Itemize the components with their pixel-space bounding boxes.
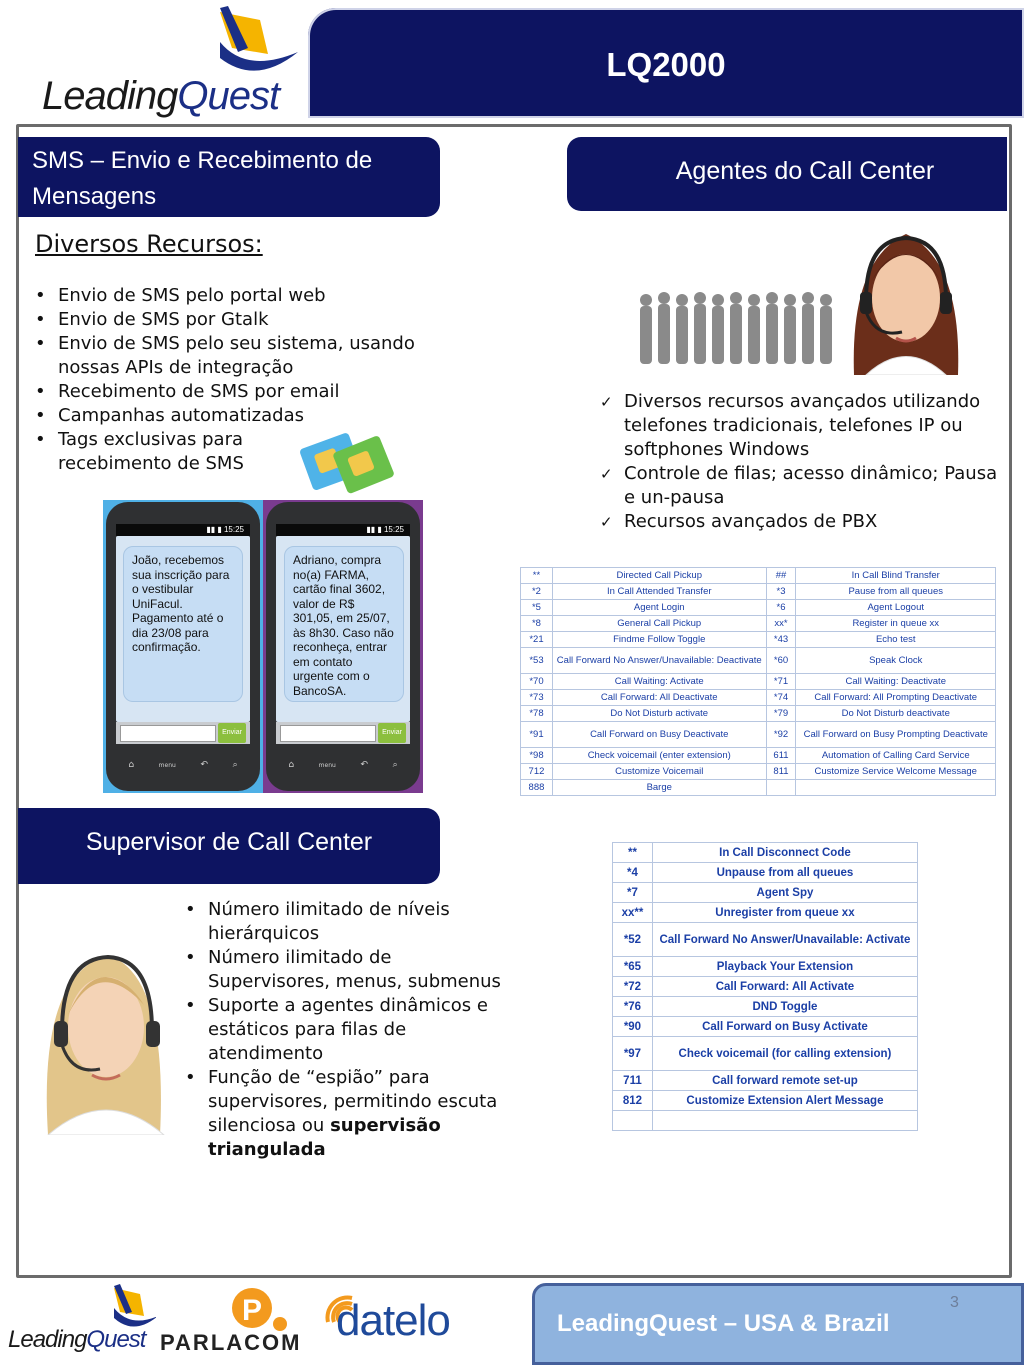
list-item: • Número ilimitado de Supervisores, menus, submenus bbox=[183, 946, 503, 994]
table-cell: Speak Clock bbox=[796, 648, 996, 674]
table-row bbox=[521, 722, 996, 748]
table-cell: 712 bbox=[521, 764, 553, 780]
logo-text-quest: Quest bbox=[177, 74, 280, 118]
phone-status-bar: ▮▮ ▮ 15:25 bbox=[116, 524, 250, 536]
list-item: ✓ Diversos recursos avançados utilizando telefones tradicionais, telefones IP ou softphones Windows bbox=[598, 390, 998, 462]
sms-compose-input[interactable] bbox=[120, 725, 216, 742]
table-row bbox=[521, 690, 996, 706]
parlacom-mark-icon bbox=[158, 1284, 310, 1336]
table-row bbox=[613, 863, 918, 883]
agents-feature-list bbox=[598, 390, 998, 534]
table-row bbox=[521, 616, 996, 632]
table-cell: *91 bbox=[521, 722, 553, 748]
table-cell: *73 bbox=[521, 690, 553, 706]
phone-mockup-2 bbox=[263, 500, 423, 793]
phone-mockup-1 bbox=[103, 500, 263, 793]
table-cell: Call Forward: All Deactivate bbox=[552, 690, 766, 706]
table-cell: In Call Attended Transfer bbox=[552, 584, 766, 600]
table-cell: *79 bbox=[766, 706, 796, 722]
table-cell bbox=[766, 780, 796, 796]
phone-screen bbox=[116, 536, 250, 722]
supervisor-section-tab bbox=[18, 808, 440, 884]
table-cell: *72 bbox=[613, 977, 653, 997]
table-cell: Pause from all queues bbox=[796, 584, 996, 600]
list-item: • Envio de SMS pelo portal web bbox=[33, 284, 473, 308]
table-cell: Agent Login bbox=[552, 600, 766, 616]
table-cell: Echo test bbox=[796, 632, 996, 648]
table-cell: *43 bbox=[766, 632, 796, 648]
table-cell: Agent Logout bbox=[796, 600, 996, 616]
table-cell: 611 bbox=[766, 748, 796, 764]
table-cell: *98 bbox=[521, 748, 553, 764]
table-cell: Customize Service Welcome Message bbox=[796, 764, 996, 780]
table-cell: DND Toggle bbox=[652, 997, 917, 1017]
parlacom-logo bbox=[158, 1284, 310, 1364]
table-cell: Call Forward on Busy Deactivate bbox=[552, 722, 766, 748]
table-cell: Check voicemail (for calling extension) bbox=[652, 1037, 917, 1071]
list-item: ✓ Recursos avançados de PBX bbox=[598, 510, 998, 534]
table-cell: *52 bbox=[613, 923, 653, 957]
table-cell: 812 bbox=[613, 1091, 653, 1111]
table-cell: Agent Spy bbox=[652, 883, 917, 903]
list-item bbox=[183, 1066, 503, 1162]
table-cell bbox=[796, 780, 996, 796]
table-cell: *53 bbox=[521, 648, 553, 674]
table-cell: Directed Call Pickup bbox=[552, 568, 766, 584]
list-item: • Tags exclusivas para recebimento de SMS bbox=[33, 428, 278, 476]
table-cell: Barge bbox=[552, 780, 766, 796]
datelo-logo bbox=[322, 1292, 482, 1358]
table-cell: Call Forward on Busy Activate bbox=[652, 1017, 917, 1037]
phone-status-bar: ▮▮ ▮ 15:25 bbox=[276, 524, 410, 536]
table-row bbox=[521, 568, 996, 584]
menu-button[interactable]: menu bbox=[318, 761, 336, 769]
table-cell: Playback Your Extension bbox=[652, 957, 917, 977]
table-row bbox=[521, 674, 996, 690]
table-cell: Register in queue xx bbox=[796, 616, 996, 632]
table-cell: Call forward remote set-up bbox=[652, 1071, 917, 1091]
table-cell: ** bbox=[613, 843, 653, 863]
agent-headset-photo bbox=[836, 220, 976, 375]
table-cell: *70 bbox=[521, 674, 553, 690]
table-cell: Customize Extension Alert Message bbox=[652, 1091, 917, 1111]
table-cell: *8 bbox=[521, 616, 553, 632]
agent-feature-codes-table bbox=[520, 567, 996, 796]
list-item: • Suporte a agentes dinâmicos e estáticos para filas de atendimento bbox=[183, 994, 503, 1066]
phone-compose-row bbox=[276, 722, 410, 744]
footer-text: LeadingQuest – USA & Brazil bbox=[557, 1310, 890, 1337]
list-item-text: Função de “espião” para supervisores, permitindo escuta silenciosa ou bbox=[208, 1067, 498, 1136]
table-cell: ## bbox=[766, 568, 796, 584]
phone-body bbox=[106, 502, 260, 791]
footer-bar bbox=[532, 1283, 1024, 1365]
list-item: ✓ Controle de filas; acesso dinâmico; Pausa e un-pausa bbox=[598, 462, 998, 510]
supervisor-feature-codes-table bbox=[612, 842, 918, 1131]
svg-text:P: P bbox=[242, 1294, 263, 1327]
page-title: LQ2000 bbox=[606, 46, 726, 83]
table-row bbox=[521, 780, 996, 796]
table-cell: *2 bbox=[521, 584, 553, 600]
table-cell: *92 bbox=[766, 722, 796, 748]
table-row bbox=[613, 1091, 918, 1111]
supervisor-feature-list bbox=[183, 898, 503, 1162]
table-cell: In Call Disconnect Code bbox=[652, 843, 917, 863]
table-cell: General Call Pickup bbox=[552, 616, 766, 632]
phone-nav-row bbox=[116, 756, 250, 774]
table-row bbox=[521, 584, 996, 600]
table-row bbox=[521, 648, 996, 674]
table-row bbox=[613, 1037, 918, 1071]
table-cell: Call Forward No Answer/Unavailable: Activate bbox=[652, 923, 917, 957]
sms-subtitle: Diversos Recursos: bbox=[35, 230, 263, 258]
table-row bbox=[613, 883, 918, 903]
table-cell: Automation of Calling Card Service bbox=[796, 748, 996, 764]
table-cell: *90 bbox=[613, 1017, 653, 1037]
table-row bbox=[613, 843, 918, 863]
table-cell: Do Not Disturb activate bbox=[552, 706, 766, 722]
phone-nav-row bbox=[276, 756, 410, 774]
table-row bbox=[613, 1017, 918, 1037]
phone-screen bbox=[276, 536, 410, 722]
table-row bbox=[521, 748, 996, 764]
table-cell: *7 bbox=[613, 883, 653, 903]
leadingquest-logo bbox=[36, 2, 304, 120]
table-cell: *4 bbox=[613, 863, 653, 883]
table-cell: 711 bbox=[613, 1071, 653, 1091]
search-icon[interactable]: ⌕ bbox=[392, 760, 398, 770]
back-icon[interactable]: ↶ bbox=[360, 760, 368, 770]
table-cell: Check voicemail (enter extension) bbox=[552, 748, 766, 764]
page-number: 3 bbox=[950, 1294, 959, 1311]
sms-section-title: SMS – Envio e Recebimento de Mensagens bbox=[32, 147, 373, 210]
agents-section-tab bbox=[567, 137, 1007, 211]
home-icon[interactable]: ⌂ bbox=[288, 760, 295, 770]
logo-text: LeadingQuest bbox=[8, 1326, 146, 1353]
table-row bbox=[521, 706, 996, 722]
table-cell: *78 bbox=[521, 706, 553, 722]
table-cell: *5 bbox=[521, 600, 553, 616]
table-cell: Call Forward No Answer/Unavailable: Deactivate bbox=[552, 648, 766, 674]
table-cell: xx* bbox=[766, 616, 796, 632]
table-cell: 888 bbox=[521, 780, 553, 796]
list-item: • Campanhas automatizadas bbox=[33, 404, 473, 428]
parlacom-logo-text: PARLACOM bbox=[160, 1330, 302, 1355]
table-cell: Call Forward: All Activate bbox=[652, 977, 917, 997]
menu-button[interactable]: menu bbox=[158, 761, 176, 769]
table-cell: Unpause from all queues bbox=[652, 863, 917, 883]
table-cell: Call Forward on Busy Prompting Deactivate bbox=[796, 722, 996, 748]
table-row bbox=[521, 632, 996, 648]
table-cell: Customize Voicemail bbox=[552, 764, 766, 780]
sms-message-bubble: Adriano, compra no(a) FARMA, cartão final 3602, valor de R$ 301,05, em 25/07, às 8h30. Caso não reconheça, entrar em contato urgente com o BancoSA. bbox=[284, 546, 404, 702]
supervisor-section-title: Supervisor de Call Center bbox=[85, 828, 373, 856]
table-row bbox=[613, 997, 918, 1017]
back-icon[interactable]: ↶ bbox=[200, 760, 208, 770]
table-row bbox=[613, 1071, 918, 1091]
logo-text-leading: Leading bbox=[42, 74, 178, 118]
datelo-logo-text: datelo bbox=[336, 1296, 450, 1345]
list-item: • Envio de SMS pelo seu sistema, usando nossas APIs de integração bbox=[33, 332, 473, 380]
table-cell: Call Forward: All Prompting Deactivate bbox=[796, 690, 996, 706]
list-item: • Recebimento de SMS por email bbox=[33, 380, 473, 404]
table-cell: Do Not Disturb deactivate bbox=[796, 706, 996, 722]
table-row bbox=[613, 977, 918, 997]
table-row bbox=[613, 903, 918, 923]
table-cell: *60 bbox=[766, 648, 796, 674]
agents-section-title: Agentes do Call Center bbox=[675, 157, 935, 185]
table-row bbox=[613, 957, 918, 977]
logo-text bbox=[42, 74, 279, 119]
footer-leadingquest-logo bbox=[6, 1282, 156, 1362]
table-cell bbox=[613, 1111, 653, 1131]
list-item: • Número ilimitado de níveis hierárquicos bbox=[183, 898, 503, 946]
sim-cards-icon bbox=[296, 424, 398, 500]
table-row bbox=[521, 764, 996, 780]
table-row bbox=[613, 923, 918, 957]
table-cell: ** bbox=[521, 568, 553, 584]
table-cell: In Call Blind Transfer bbox=[796, 568, 996, 584]
phone-body bbox=[266, 502, 420, 791]
table-cell bbox=[652, 1111, 917, 1131]
table-cell: *21 bbox=[521, 632, 553, 648]
sms-feature-list bbox=[33, 284, 473, 476]
search-icon[interactable]: ⌕ bbox=[232, 760, 238, 770]
list-item: • Envio de SMS por Gtalk bbox=[33, 308, 473, 332]
table-row bbox=[521, 600, 996, 616]
list-item-bold-text: supervisão triangulada bbox=[208, 1115, 441, 1160]
table-cell: 811 bbox=[766, 764, 796, 780]
table-cell: *3 bbox=[766, 584, 796, 600]
sms-section-tab bbox=[18, 137, 440, 217]
sms-compose-input[interactable] bbox=[280, 725, 376, 742]
table-cell: *74 bbox=[766, 690, 796, 706]
table-cell: Call Waiting: Deactivate bbox=[796, 674, 996, 690]
table-cell: *6 bbox=[766, 600, 796, 616]
header-title-bar bbox=[308, 8, 1024, 118]
phone-compose-row bbox=[116, 722, 250, 744]
table-cell: *65 bbox=[613, 957, 653, 977]
table-cell: Findme Follow Toggle bbox=[552, 632, 766, 648]
send-button[interactable]: Enviar bbox=[218, 723, 246, 743]
sms-message-bubble: João, recebemos sua inscrição para o vestibular UniFacul. Pagamento até o dia 23/08 para confirmação. bbox=[123, 546, 243, 702]
table-cell: xx** bbox=[613, 903, 653, 923]
table-cell: *97 bbox=[613, 1037, 653, 1071]
table-cell: Call Waiting: Activate bbox=[552, 674, 766, 690]
table-cell: *71 bbox=[766, 674, 796, 690]
supervisor-headset-photo bbox=[28, 935, 174, 1135]
table-cell: Unregister from queue xx bbox=[652, 903, 917, 923]
table-cell: *76 bbox=[613, 997, 653, 1017]
home-icon[interactable]: ⌂ bbox=[128, 760, 135, 770]
send-button[interactable]: Enviar bbox=[378, 723, 406, 743]
table-row bbox=[613, 1111, 918, 1131]
